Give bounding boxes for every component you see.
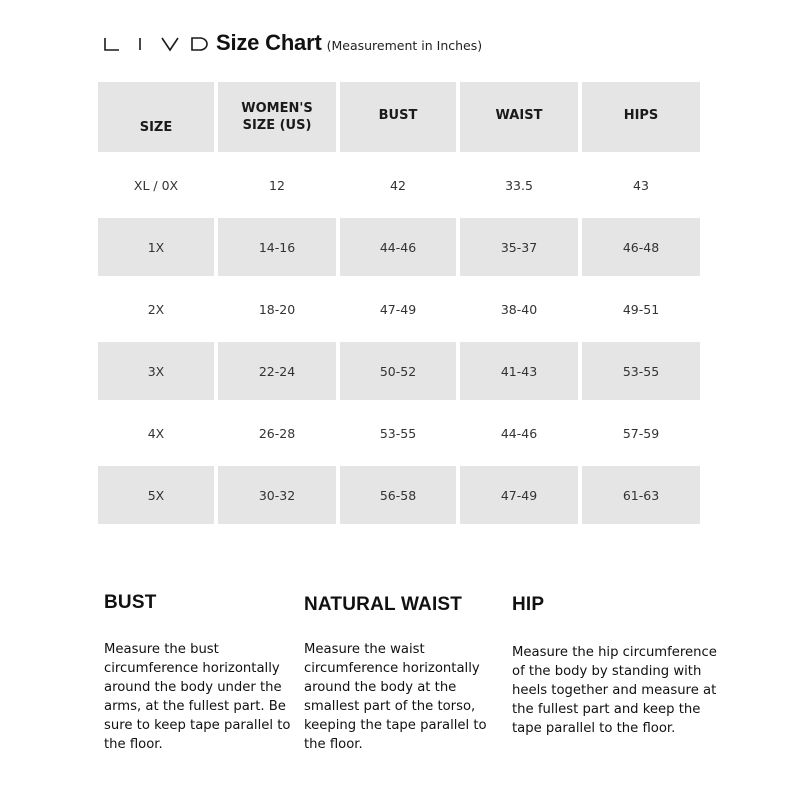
cell-bust: 47-49	[340, 280, 456, 338]
cell-bust: 56-58	[340, 466, 456, 524]
table-row	[98, 466, 700, 524]
table-row	[98, 404, 700, 462]
bust-guide	[104, 592, 299, 754]
waist-guide-text: Measure the waist circumference horizontally around the body at the smallest part of the torso, keeping the tape parallel to the floor.	[304, 642, 487, 752]
cell-hips: 43	[582, 156, 700, 214]
column-header-womens-line2: SIZE (US)	[242, 118, 312, 133]
cell-womens-size: 12	[218, 156, 336, 214]
cell-waist: 41-43	[460, 342, 578, 400]
page-title: Size Chart	[216, 30, 322, 55]
cell-waist: 38-40	[460, 280, 578, 338]
cell-bust: 44-46	[340, 218, 456, 276]
cell-bust: 42	[340, 156, 456, 214]
table-row	[98, 218, 700, 276]
cell-bust: 50-52	[340, 342, 456, 400]
table-row	[98, 280, 700, 338]
column-header-hips: HIPS	[582, 82, 700, 152]
cell-waist: 35-37	[460, 218, 578, 276]
size-chart-table	[94, 78, 704, 528]
cell-womens-size: 14-16	[218, 218, 336, 276]
cell-size: 2X	[98, 280, 214, 338]
cell-bust: 53-55	[340, 404, 456, 462]
cell-hips: 57-59	[582, 404, 700, 462]
bust-guide-title: BUST	[104, 592, 157, 613]
cell-waist: 44-46	[460, 404, 578, 462]
table-header-row	[98, 82, 700, 152]
cell-hips: 61-63	[582, 466, 700, 524]
cell-size: 4X	[98, 404, 214, 462]
hip-guide-title: HIP	[512, 594, 545, 615]
table-row	[98, 342, 700, 400]
bust-guide-text: Measure the bust circumference horizontally around the body under the arms, at the fullest part. Be sure to keep tape parallel to the floor.	[104, 642, 291, 752]
cell-womens-size: 26-28	[218, 404, 336, 462]
cell-hips: 46-48	[582, 218, 700, 276]
cell-size: 5X	[98, 466, 214, 524]
cell-waist: 33.5	[460, 156, 578, 214]
cell-womens-size: 18-20	[218, 280, 336, 338]
column-header-womens-line1: WOMEN'S	[241, 101, 313, 116]
hip-guide	[512, 594, 717, 738]
cell-hips: 49-51	[582, 280, 700, 338]
cell-hips: 53-55	[582, 342, 700, 400]
cell-womens-size: 30-32	[218, 466, 336, 524]
cell-size: XL / 0X	[98, 156, 214, 214]
waist-guide-title: NATURAL WAIST	[304, 594, 463, 615]
table-row	[98, 156, 700, 214]
page-subtitle: (Measurement in Inches)	[326, 38, 483, 53]
column-header-bust: BUST	[340, 82, 456, 152]
cell-size: 1X	[98, 218, 214, 276]
cell-womens-size: 22-24	[218, 342, 336, 400]
livd-logo	[104, 34, 210, 54]
chart-header	[104, 30, 482, 64]
column-header-womens-size	[218, 82, 336, 152]
hip-guide-text: Measure the hip circumference of the body by standing with heels together and measure at the fullest part and keep the tape parallel to the floor.	[512, 645, 717, 736]
column-header-waist: WAIST	[460, 82, 578, 152]
cell-waist: 47-49	[460, 466, 578, 524]
column-header-size: SIZE	[98, 82, 214, 152]
waist-guide	[304, 594, 504, 754]
livd-logo-mark	[104, 36, 210, 52]
cell-size: 3X	[98, 342, 214, 400]
